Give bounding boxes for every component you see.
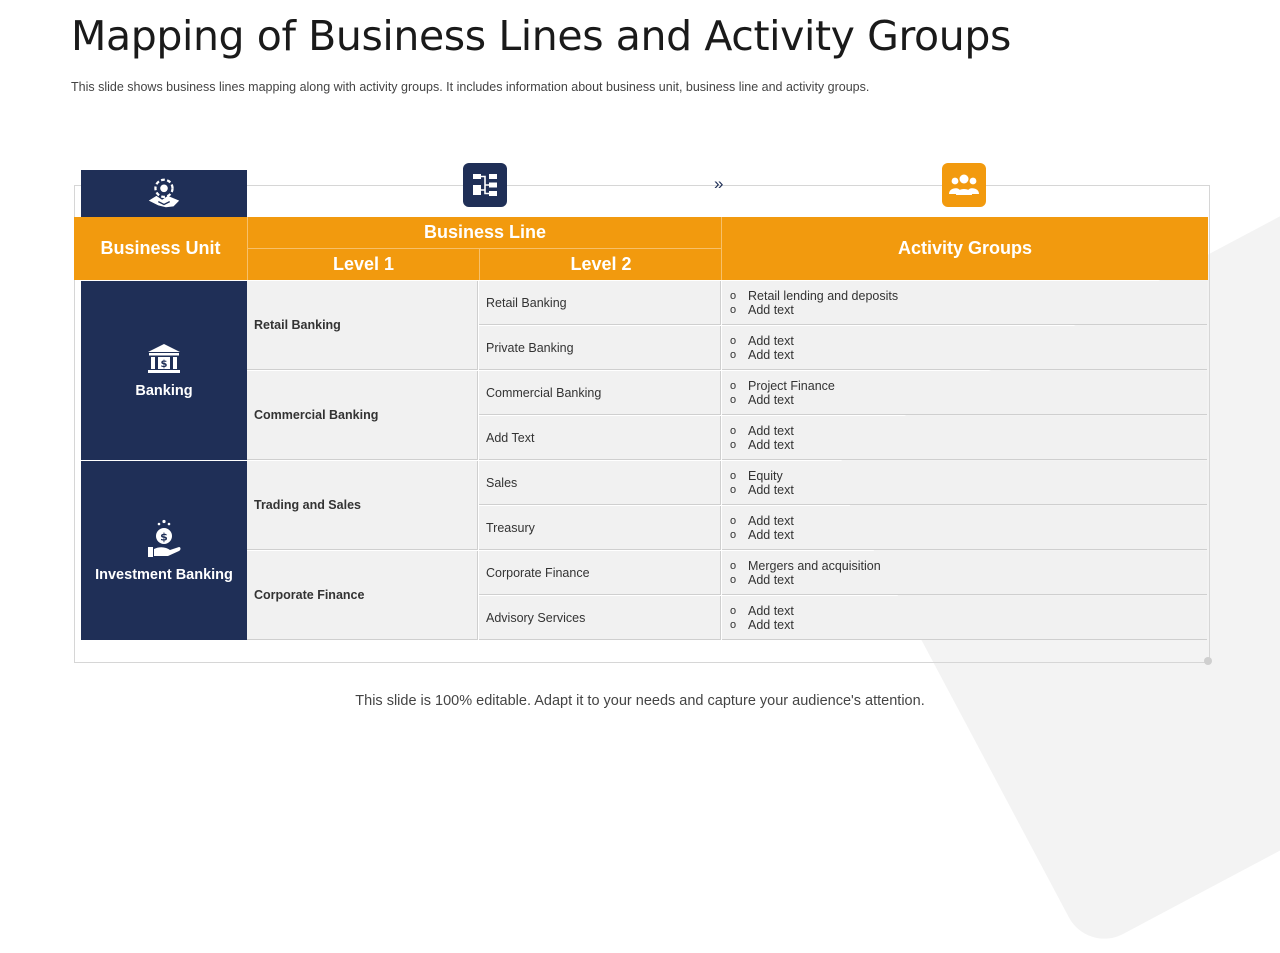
activity-item: Add text <box>748 527 794 542</box>
level2-cell: Advisory Services <box>479 596 721 640</box>
level2-cell: Corporate Finance <box>479 551 721 595</box>
activity-cell: o Add text o Add text <box>722 596 1207 640</box>
header-activity-groups: Activity Groups <box>721 217 1208 280</box>
unit-cell-investment-banking <box>81 461 247 640</box>
level2-cell: Commercial Banking <box>479 371 721 415</box>
activity-item: Add text <box>748 333 794 348</box>
activity-item: Add text <box>748 392 794 407</box>
business-line-icon-tile <box>463 163 507 207</box>
activity-item: Mergers and acquisition <box>748 558 881 573</box>
level1-cell: Corporate Finance <box>247 551 478 640</box>
activity-cell: o Equity o Add text <box>722 461 1207 505</box>
activity-item: Add text <box>748 572 794 587</box>
activity-item: Add text <box>748 437 794 452</box>
bank-icon <box>146 343 182 375</box>
activity-cell: o Add text o Add text <box>722 416 1207 460</box>
footer-note: This slide is 100% editable. Adapt it to your needs and capture your audience's attention. <box>355 693 925 709</box>
header-level-1: Level 1 <box>248 249 480 280</box>
frame-corner-dot <box>1204 657 1212 665</box>
flowchart-icon <box>471 171 499 199</box>
level2-cell: Add Text <box>479 416 721 460</box>
activity-item: Equity <box>748 468 783 483</box>
activity-item: Add text <box>748 347 794 362</box>
level2-cell: Retail Banking <box>479 281 721 325</box>
handshake-gear-icon <box>145 175 183 213</box>
activity-item: Project Finance <box>748 378 835 393</box>
activity-cell: o Add text o Add text <box>722 506 1207 550</box>
activity-item: Add text <box>748 603 794 618</box>
team-icon <box>948 171 980 199</box>
level2-cell: Private Banking <box>479 326 721 370</box>
activity-cell: o Project Finance o Add text <box>722 371 1207 415</box>
activity-item: Add text <box>748 513 794 528</box>
activity-cell: o Mergers and acquisition o Add text <box>722 551 1207 595</box>
level1-cell: Trading and Sales <box>247 461 478 550</box>
header-business-line-label: Business Line <box>248 217 722 249</box>
header-business-line <box>247 217 722 280</box>
svg-text:$: $ <box>160 358 168 370</box>
page-subtitle: This slide shows business lines mapping along with activity groups. It includes information about business unit, business line and activity groups. <box>71 80 870 94</box>
double-chevron-right-icon: » <box>714 174 724 193</box>
header-level-2: Level 2 <box>570 254 632 274</box>
activity-cell: o Add text o Add text <box>722 326 1207 370</box>
level2-cell: Treasury <box>479 506 721 550</box>
unit-label-banking: Banking <box>135 382 193 399</box>
unit-cell-banking <box>81 281 247 460</box>
activity-item: Add text <box>748 423 794 438</box>
level1-cell: Commercial Banking <box>247 371 478 460</box>
level2-cell: Sales <box>479 461 721 505</box>
activity-item: Add text <box>748 302 794 317</box>
money-hand-icon <box>146 519 182 559</box>
activity-item: Retail lending and deposits <box>748 288 899 303</box>
business-unit-icon-tile <box>81 170 247 217</box>
unit-label-investment-banking: Investment Banking <box>95 566 233 583</box>
svg-text:$: $ <box>160 530 168 543</box>
activity-item: Add text <box>748 617 794 632</box>
header-business-unit: Business Unit <box>74 217 247 280</box>
activity-item: Add text <box>748 482 794 497</box>
level1-cell: Retail Banking <box>247 281 478 370</box>
activity-groups-icon-tile <box>942 163 986 207</box>
page-title: Mapping of Business Lines and Activity Groups <box>71 12 1011 60</box>
activity-cell: o Retail lending and deposits o Add text <box>722 281 1207 325</box>
